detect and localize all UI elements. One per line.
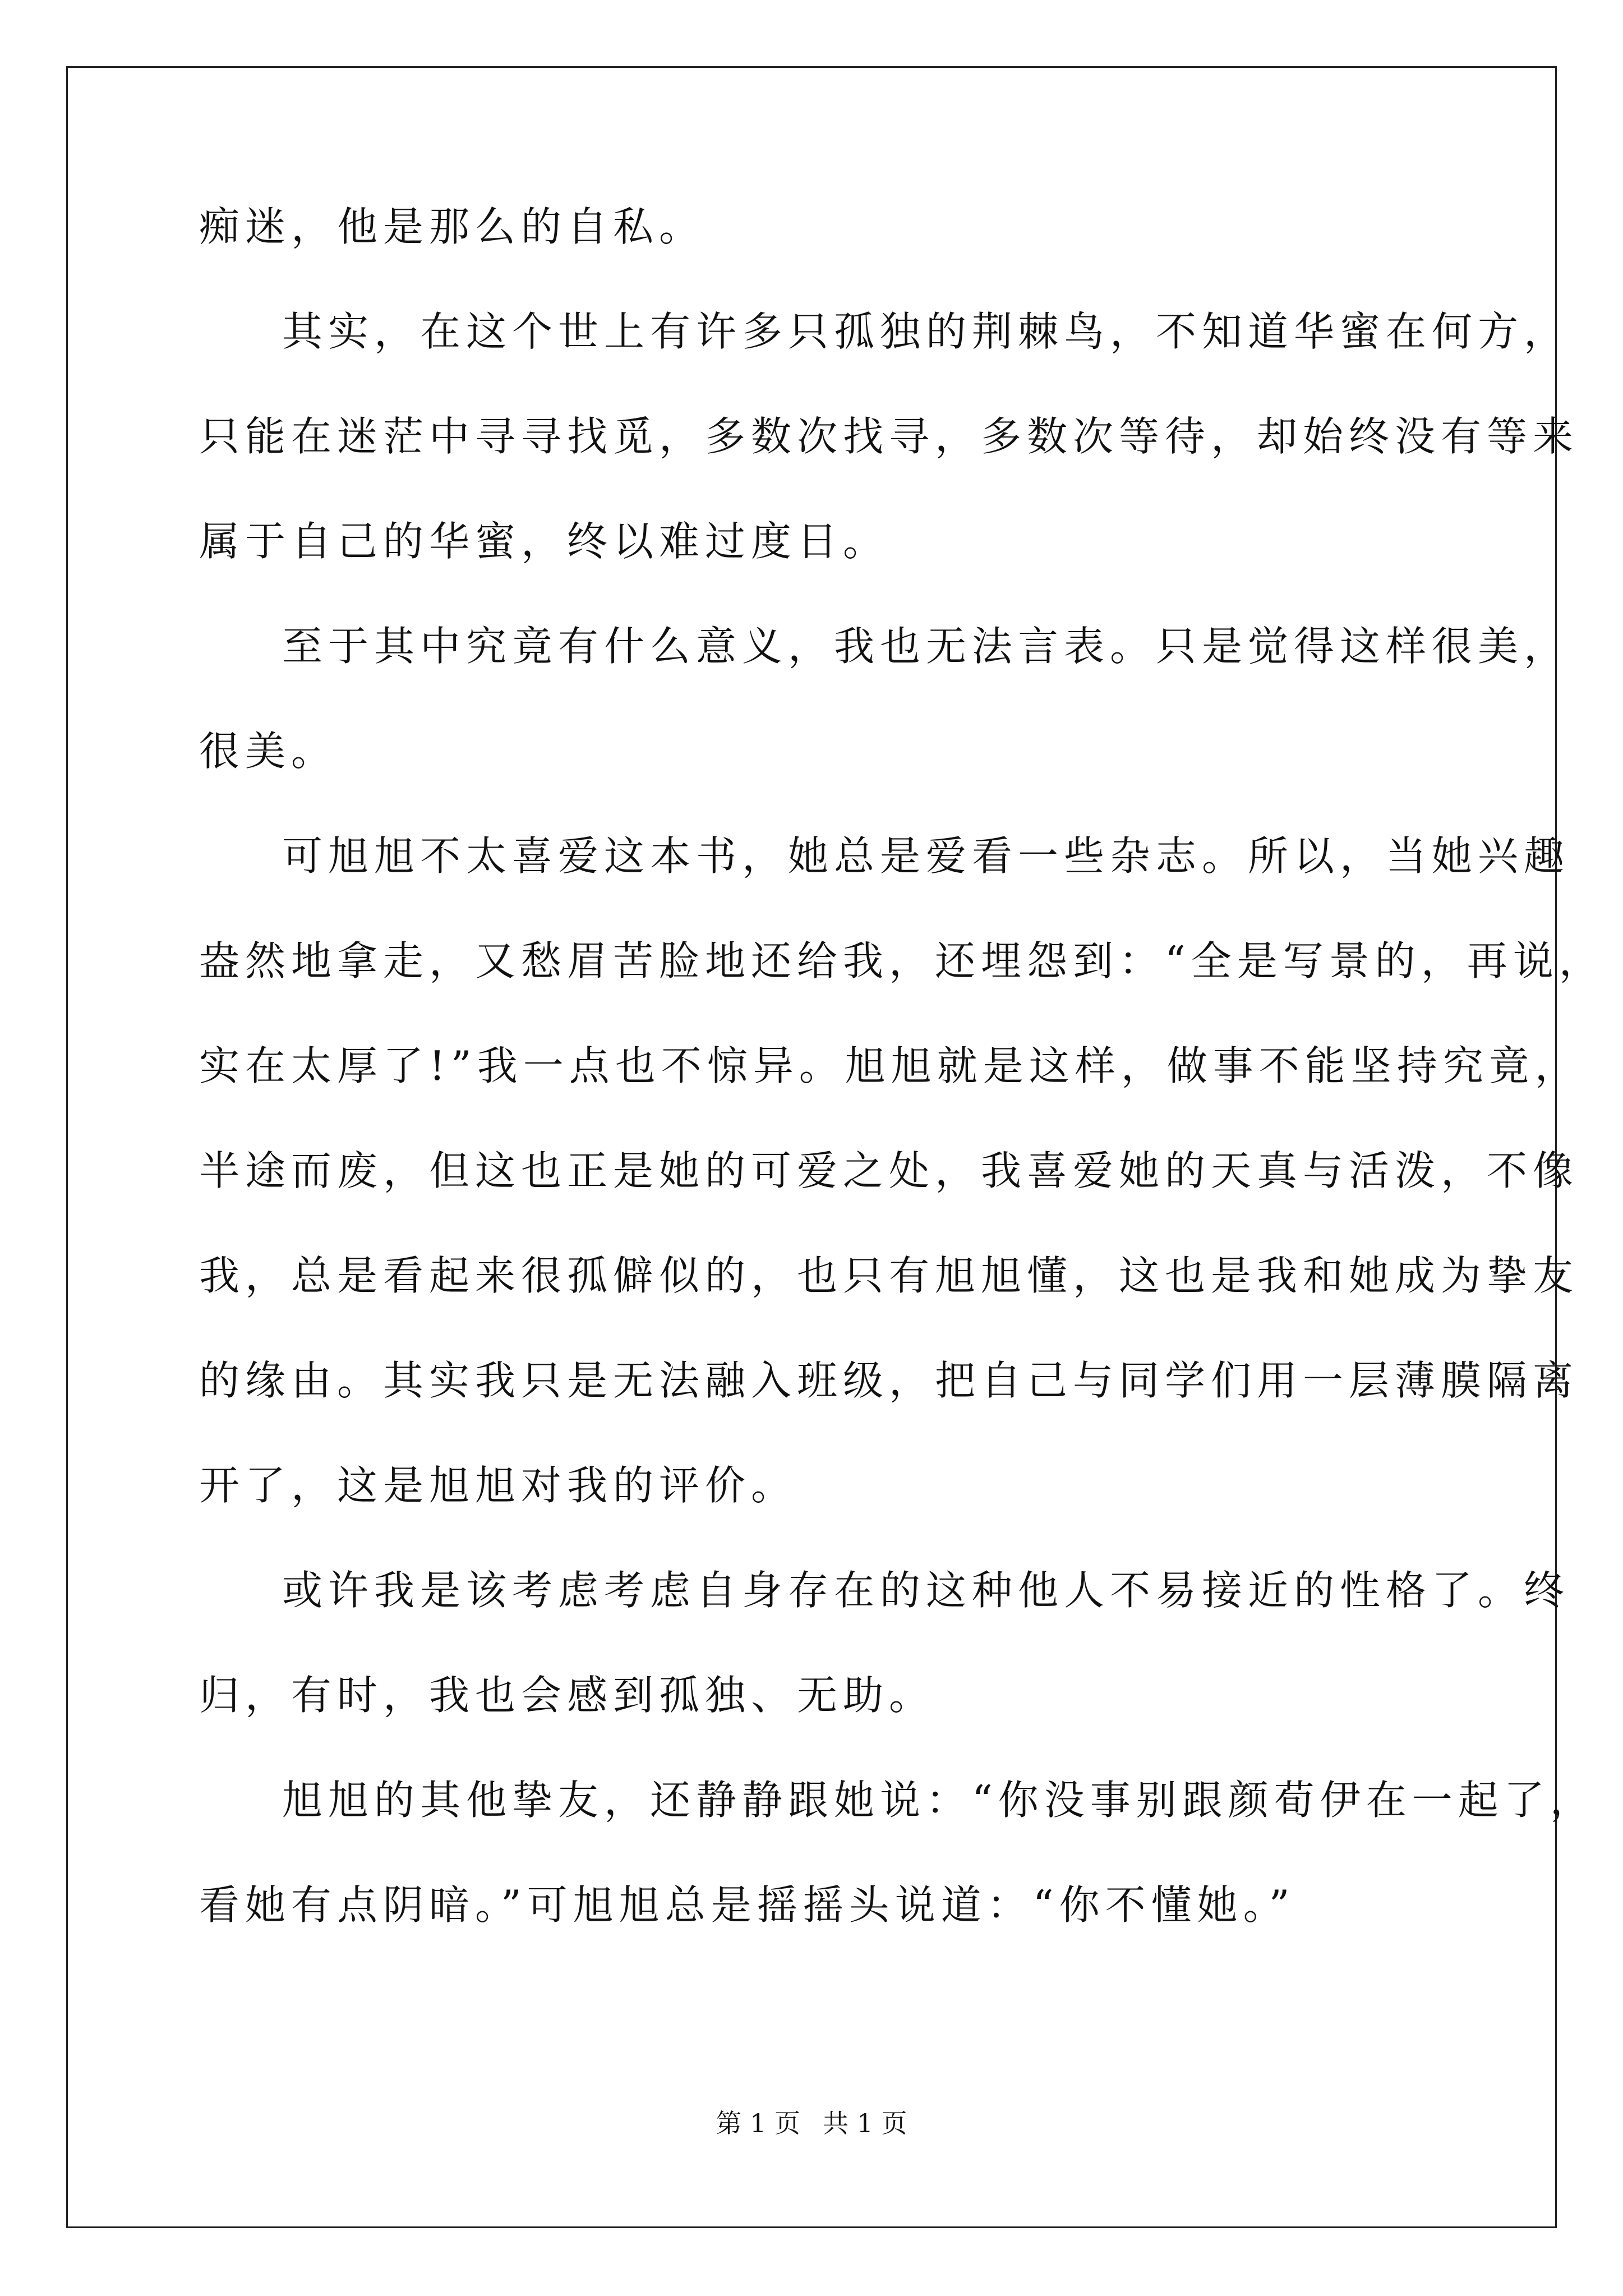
page-footer — [0, 2109, 1623, 2137]
text-line: 半途而废，但这也正是她的可爱之处，我喜爱她的天真与活泼，不像 — [199, 1147, 1579, 1194]
paragraph-first-line: 可旭旭不太喜爱这本书，她总是爱看一些杂志。所以，当她兴趣 — [282, 832, 1570, 880]
paragraph-first-line: 旭旭的其他挚友，还静静跟她说：“你没事别跟颜荀伊在一起了， — [282, 1777, 1596, 1824]
text-line: 的缘由。其实我只是无法融入班级，把自己与同学们用一层薄膜隔离 — [199, 1357, 1579, 1404]
text-line: 开了，这是旭旭对我的评价。 — [199, 1462, 797, 1509]
text-line: 痴迷，他是那么的自私。 — [199, 203, 706, 250]
paragraph-first-line: 或许我是该考虑考虑自身存在的这种他人不易接近的性格了。终 — [282, 1567, 1570, 1614]
page-number: 第 1 页 — [716, 2108, 800, 2138]
text-line: 只能在迷茫中寻寻找觅，多数次找寻，多数次等待，却始终没有等来 — [199, 413, 1579, 460]
text-line: 我，总是看起来很孤僻似的，也只有旭旭懂，这也是我和她成为挚友 — [199, 1252, 1579, 1299]
text-line: 实在太厚了!”我一点也不惊异。旭旭就是这样，做事不能坚持究竟， — [199, 1042, 1581, 1089]
text-line: 看她有点阴暗。”可旭旭总是摇摇头说道：“你不懂她。” — [199, 1881, 1295, 1929]
text-line: 归，有时，我也会感到孤独、无助。 — [199, 1672, 935, 1719]
page-total: 共 1 页 — [823, 2108, 907, 2138]
text-line: 盎然地拿走，又愁眉苦脸地还给我，还埋怨到：“全是写景的，再说， — [199, 937, 1605, 984]
text-line: 很美。 — [199, 728, 338, 775]
paragraph-first-line: 其实，在这个世上有许多只孤独的荆棘鸟，不知道华蜜在何方， — [282, 308, 1570, 355]
text-line: 属于自己的华蜜，终以难过度日。 — [199, 518, 889, 565]
paragraph-first-line: 至于其中究竟有什么意义，我也无法言表。只是觉得这样很美， — [282, 623, 1570, 670]
